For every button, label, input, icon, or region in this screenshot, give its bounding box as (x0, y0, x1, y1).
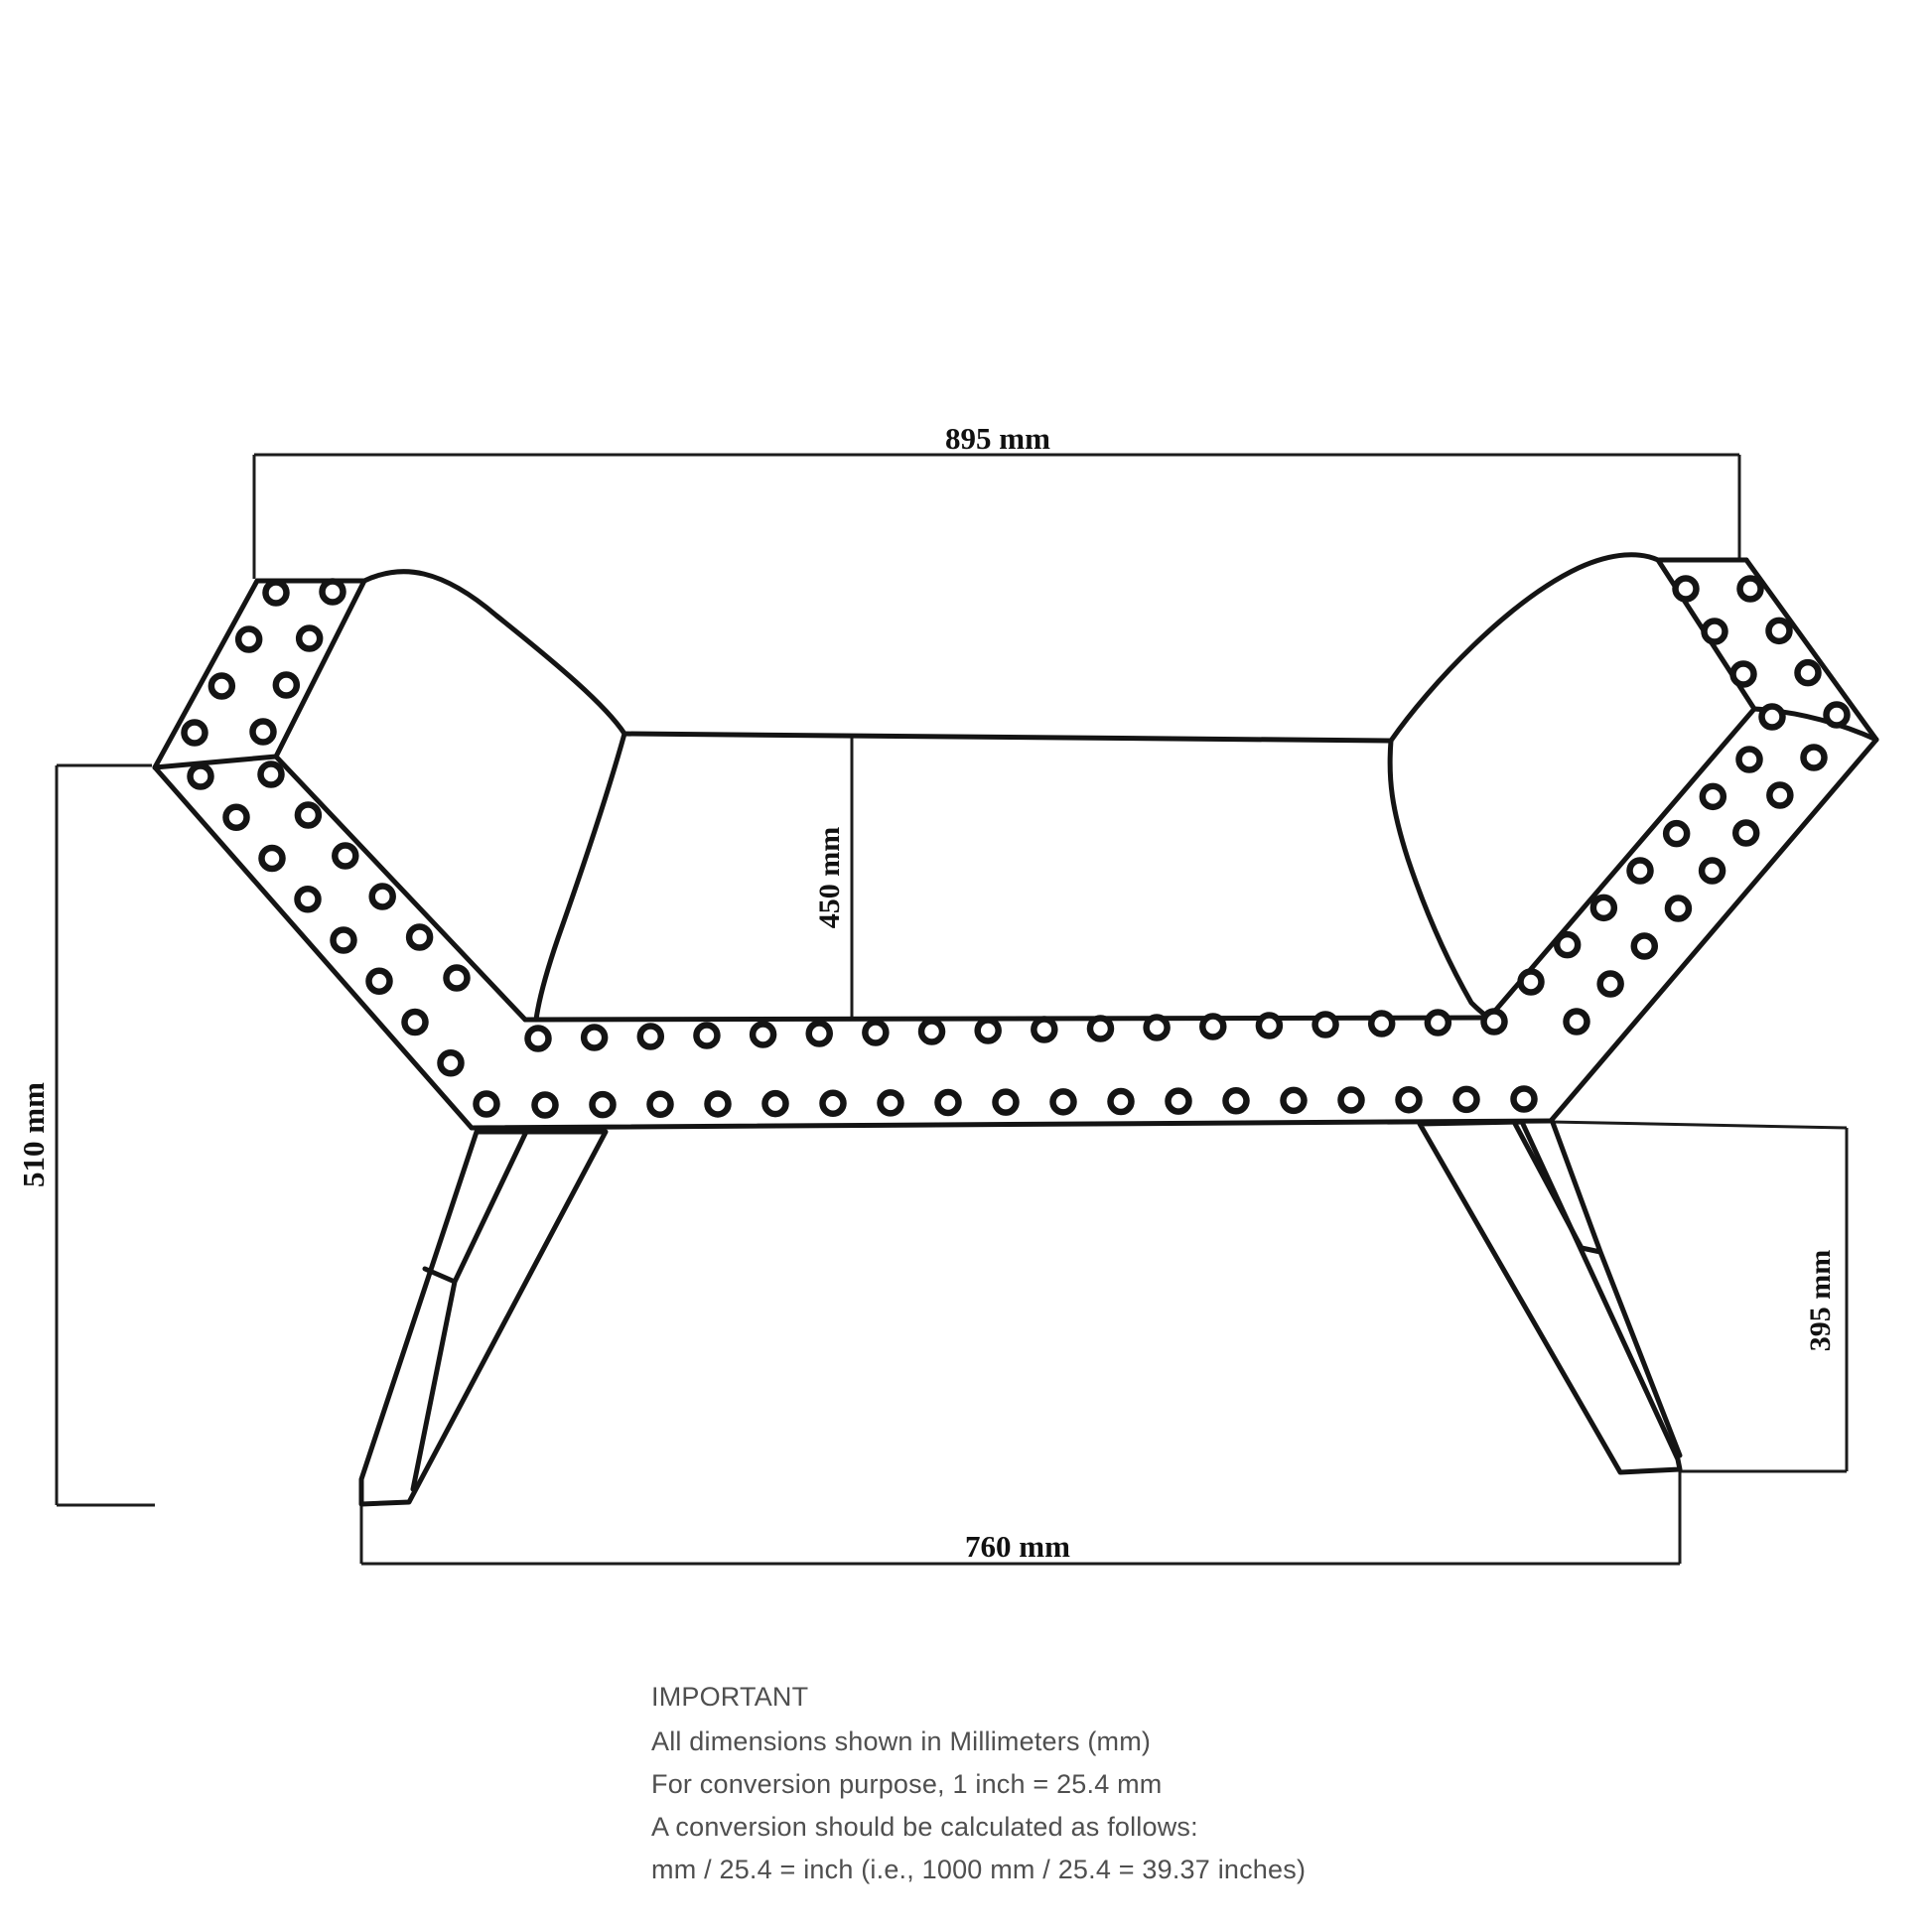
dimension-label-leg_height: 395 mm (1804, 1249, 1837, 1352)
units-note-line: All dimensions shown in Millimeters (mm) (651, 1726, 1152, 1756)
units-note-line: For conversion purpose, 1 inch = 25.4 mm (651, 1769, 1163, 1799)
units-note-line: mm / 25.4 = inch (i.e., 1000 mm / 25.4 = 39.37 inches) (651, 1855, 1307, 1884)
units-note (651, 1676, 1306, 1891)
nailhead-studs (185, 579, 1848, 1116)
dimension-label-bottom_width: 760 mm (965, 1529, 1070, 1564)
dimension-label-left_height: 510 mm (16, 1082, 51, 1187)
units-note-line: A conversion should be calculated as follows: (651, 1812, 1198, 1842)
bench-legs (361, 1120, 1680, 1504)
units-note-heading: IMPORTANT (651, 1682, 809, 1712)
dimension-label-top_width: 895 mm (945, 421, 1050, 456)
bench-outline (155, 560, 1876, 1128)
dimension-label-seat_back_height: 450 mm (813, 826, 846, 929)
